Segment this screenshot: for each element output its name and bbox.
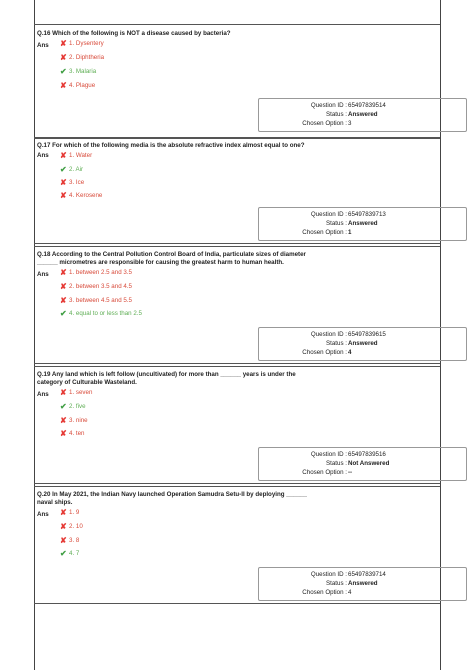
cross-icon: ✘ bbox=[60, 296, 67, 305]
question-block-20 bbox=[34, 486, 440, 604]
cross-icon: ✘ bbox=[60, 268, 67, 277]
question-id-value: 65497839514 bbox=[348, 102, 386, 109]
chosen-option-value: 1 bbox=[348, 229, 352, 236]
status-value: Answered bbox=[348, 220, 378, 227]
answer-label: Ans bbox=[37, 152, 49, 159]
cross-icon: ✘ bbox=[60, 191, 67, 200]
cross-icon: ✘ bbox=[60, 536, 67, 545]
cross-icon: ✘ bbox=[60, 282, 67, 291]
chosen-option-label: Chosen Option : bbox=[302, 349, 347, 356]
option-2: ✘ 2. Diphtheria bbox=[60, 53, 105, 62]
chosen-option-value: 4 bbox=[348, 589, 352, 596]
question-id-label: Question ID : bbox=[310, 102, 347, 109]
cross-icon: ✘ bbox=[60, 151, 67, 160]
question-info-box bbox=[258, 447, 467, 481]
cross-icon: ✘ bbox=[60, 522, 67, 531]
cross-icon: ✘ bbox=[60, 178, 67, 187]
question-text: Q.16 Which of the following is NOT a disease caused by bacteria? bbox=[37, 30, 231, 37]
question-id-value: 65497839516 bbox=[348, 451, 386, 458]
option-1: ✘ 1. Water bbox=[60, 151, 93, 160]
question-text: Q.20 In May 2021, the Indian Navy launched Operation Samudra Setu-II by deploying ______ naval ships. bbox=[37, 491, 307, 506]
question-id-label: Question ID : bbox=[310, 451, 347, 458]
option-4: ✘ 4. Plague bbox=[60, 81, 96, 90]
question-info-box bbox=[258, 98, 467, 132]
question-id-label: Question ID : bbox=[310, 211, 347, 218]
cross-icon: ✘ bbox=[60, 39, 67, 48]
status-label: Status : bbox=[326, 580, 347, 587]
check-icon: ✔ bbox=[60, 309, 67, 318]
question-info-box bbox=[258, 207, 467, 241]
question-id-label: Question ID : bbox=[310, 331, 347, 338]
check-icon: ✔ bbox=[60, 549, 67, 558]
chosen-option-value: 4 bbox=[348, 349, 352, 356]
chosen-option-label: Chosen Option : bbox=[302, 589, 347, 596]
chosen-option-label: Chosen Option : bbox=[302, 229, 347, 236]
status-label: Status : bbox=[326, 460, 347, 467]
option-1: ✘ 1. seven bbox=[60, 388, 93, 397]
chosen-option-label: Chosen Option : bbox=[302, 120, 347, 127]
question-id-value: 65497839713 bbox=[348, 211, 386, 218]
answer-label: Ans bbox=[37, 511, 49, 518]
question-block-18 bbox=[34, 246, 440, 364]
cross-icon: ✘ bbox=[60, 53, 67, 62]
status-label: Status : bbox=[326, 340, 347, 347]
option-3: ✘ 3. nine bbox=[60, 416, 88, 425]
check-icon: ✔ bbox=[60, 402, 67, 411]
question-info-box bbox=[258, 327, 467, 361]
option-3: ✘ 3. Ice bbox=[60, 178, 85, 187]
cross-icon: ✘ bbox=[60, 508, 67, 517]
status-value: Answered bbox=[348, 580, 378, 587]
option-4: ✔ 4. 7 bbox=[60, 549, 80, 558]
cross-icon: ✘ bbox=[60, 429, 67, 438]
question-text: Q.19 Any land which is left follow (uncultivated) for more than ______ years is under the category of Culturable Wasteland. bbox=[37, 371, 296, 386]
question-block-17 bbox=[34, 138, 440, 244]
question-block-19 bbox=[34, 366, 440, 484]
option-4: ✘ 4. ten bbox=[60, 429, 85, 438]
option-2: ✘ 2. between 3.5 and 4.5 bbox=[60, 282, 132, 291]
option-2: ✘ 2. 10 bbox=[60, 522, 83, 531]
option-1: ✘ 1. Dysentery bbox=[60, 39, 104, 48]
chosen-option-value: -- bbox=[348, 469, 353, 476]
question-text: Q.18 According to the Central Pollution Control Board of India, particulate sizes of diameter ______ micrometres are responsible for causing the greatest harm to human health. bbox=[37, 251, 306, 266]
status-label: Status : bbox=[326, 111, 347, 118]
answer-label: Ans bbox=[37, 391, 49, 398]
question-id-value: 65497839714 bbox=[348, 571, 386, 578]
answer-label: Ans bbox=[37, 42, 49, 49]
question-id-label: Question ID : bbox=[310, 571, 347, 578]
answer-label: Ans bbox=[37, 271, 49, 278]
status-value: Answered bbox=[348, 111, 378, 118]
option-1: ✘ 1. between 2.5 and 3.5 bbox=[60, 268, 132, 277]
check-icon: ✔ bbox=[60, 165, 67, 174]
option-1: ✘ 1. 9 bbox=[60, 508, 80, 517]
chosen-option-value: 3 bbox=[348, 120, 352, 127]
question-text: Q.17 For which of the following media is the absolute refractive index almost equal to one? bbox=[37, 142, 305, 149]
status-value: Answered bbox=[348, 340, 378, 347]
option-4: ✔ 4. equal to or less than 2.5 bbox=[60, 309, 142, 318]
status-label: Status : bbox=[326, 220, 347, 227]
option-3: ✘ 3. 8 bbox=[60, 536, 80, 545]
option-3: ✔ 3. Malaria bbox=[60, 67, 97, 76]
cross-icon: ✘ bbox=[60, 388, 67, 397]
option-4: ✘ 4. Kerosene bbox=[60, 191, 103, 200]
question-block-16 bbox=[34, 24, 440, 138]
question-info-box bbox=[258, 567, 467, 601]
cross-icon: ✘ bbox=[60, 416, 67, 425]
option-2: ✔ 2. five bbox=[60, 402, 86, 411]
cross-icon: ✘ bbox=[60, 81, 67, 90]
question-id-value: 65497839615 bbox=[348, 331, 386, 338]
option-2: ✔ 2. Air bbox=[60, 165, 84, 174]
option-3: ✘ 3. between 4.5 and 5.5 bbox=[60, 296, 132, 305]
check-icon: ✔ bbox=[60, 67, 67, 76]
chosen-option-label: Chosen Option : bbox=[302, 469, 347, 476]
status-value: Not Answered bbox=[348, 460, 390, 467]
